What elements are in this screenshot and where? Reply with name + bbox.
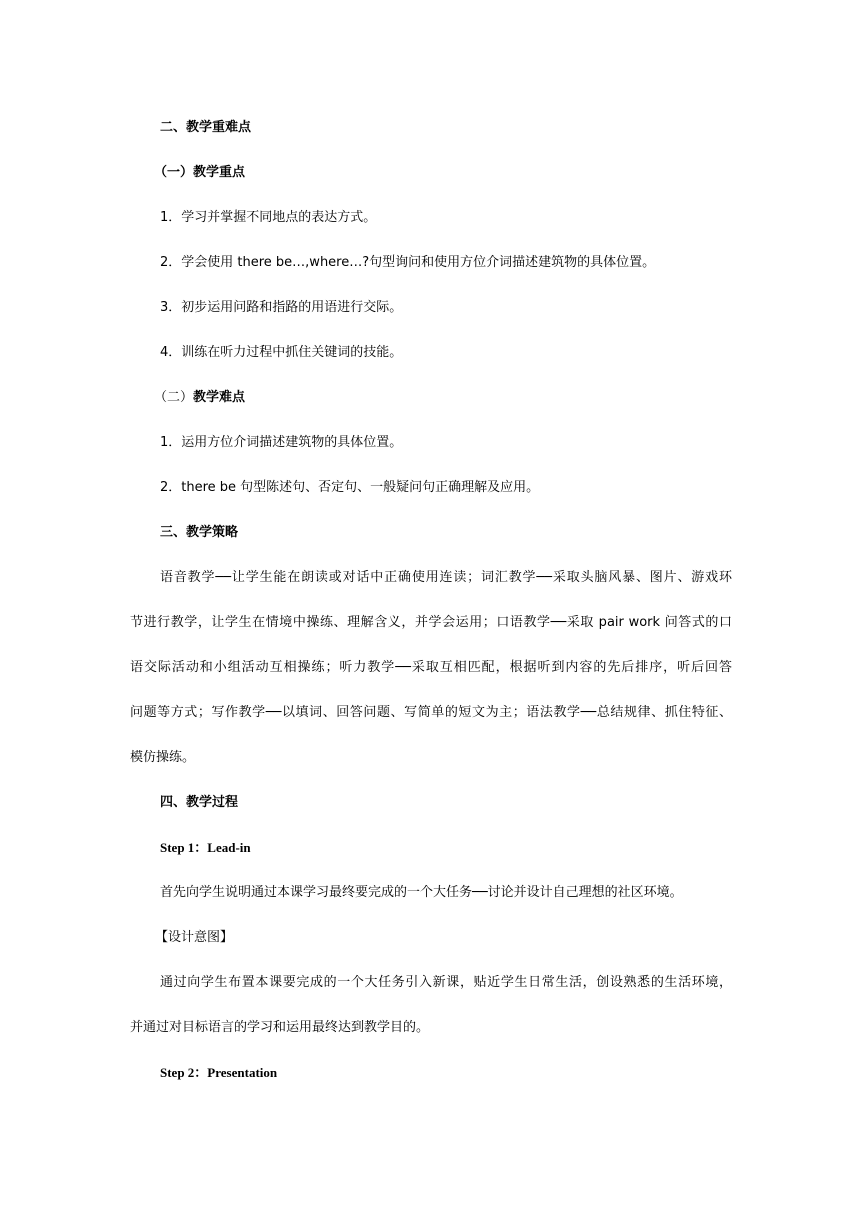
focus-item-1: 1．学习并掌握不同地点的表达方式。 bbox=[160, 210, 377, 225]
strategy-paragraph-line-2: 节进行教学，让学生在情境中操练、理解含义，并学会运用；口语教学──采取 pair work 问答式的口 bbox=[130, 615, 732, 630]
subheading-text: 教学难点 bbox=[193, 390, 246, 405]
focus-item-2: 2．学会使用 there be…,where…?句型询问和使用方位介词描述建筑物的具体位置。 bbox=[160, 255, 656, 270]
section-heading-teaching-process: 四、教学过程 bbox=[160, 795, 239, 810]
difficulty-item-1: 1．运用方位介词描述建筑物的具体位置。 bbox=[160, 435, 403, 450]
step1-text: 首先向学生说明通过本课学习最终要完成的一个大任务──讨论并设计自己理想的社区环境。 bbox=[160, 885, 683, 900]
design-intent-line-1: 通过向学生布置本课要完成的一个大任务引入新课，贴近学生日常生活，创设熟悉的生活环境， bbox=[160, 975, 732, 990]
strategy-paragraph-line-1: 语音教学──让学生能在朗读或对话中正确使用连读；词汇教学──采取头脑风暴、图片、游戏环 bbox=[160, 570, 732, 585]
strategy-paragraph-line-3: 语交际活动和小组活动互相操练；听力教学──采取互相匹配，根据听到内容的先后排序，听后回答 bbox=[130, 660, 732, 675]
section-heading-key-difficult-points: 二、教学重难点 bbox=[160, 120, 252, 135]
subheading-prefix: （二） bbox=[154, 390, 194, 405]
difficulty-item-2: 2．there be 句型陈述句、否定句、一般疑问句正确理解及应用。 bbox=[160, 480, 540, 495]
subheading-teaching-focus: （一）教学重点 bbox=[154, 165, 246, 180]
section-heading-teaching-strategy: 三、教学策略 bbox=[160, 525, 239, 540]
step2-heading: Step 2：Presentation bbox=[160, 1065, 278, 1080]
focus-item-4: 4．训练在听力过程中抓住关键词的技能。 bbox=[160, 345, 403, 360]
strategy-paragraph-line-4: 问题等方式；写作教学──以填词、回答问题、写简单的短文为主；语法教学──总结规律、抓住特征、 bbox=[130, 705, 732, 720]
subheading-teaching-difficulty bbox=[154, 388, 245, 408]
step1-heading: Step 1：Lead-in bbox=[160, 840, 251, 855]
design-intent-label: 【设计意图】 bbox=[155, 930, 234, 945]
design-intent-line-2: 并通过对目标语言的学习和运用最终达到教学目的。 bbox=[130, 1020, 430, 1035]
focus-item-3: 3．初步运用问路和指路的用语进行交际。 bbox=[160, 300, 403, 315]
strategy-paragraph-line-5: 模仿操练。 bbox=[130, 750, 196, 765]
